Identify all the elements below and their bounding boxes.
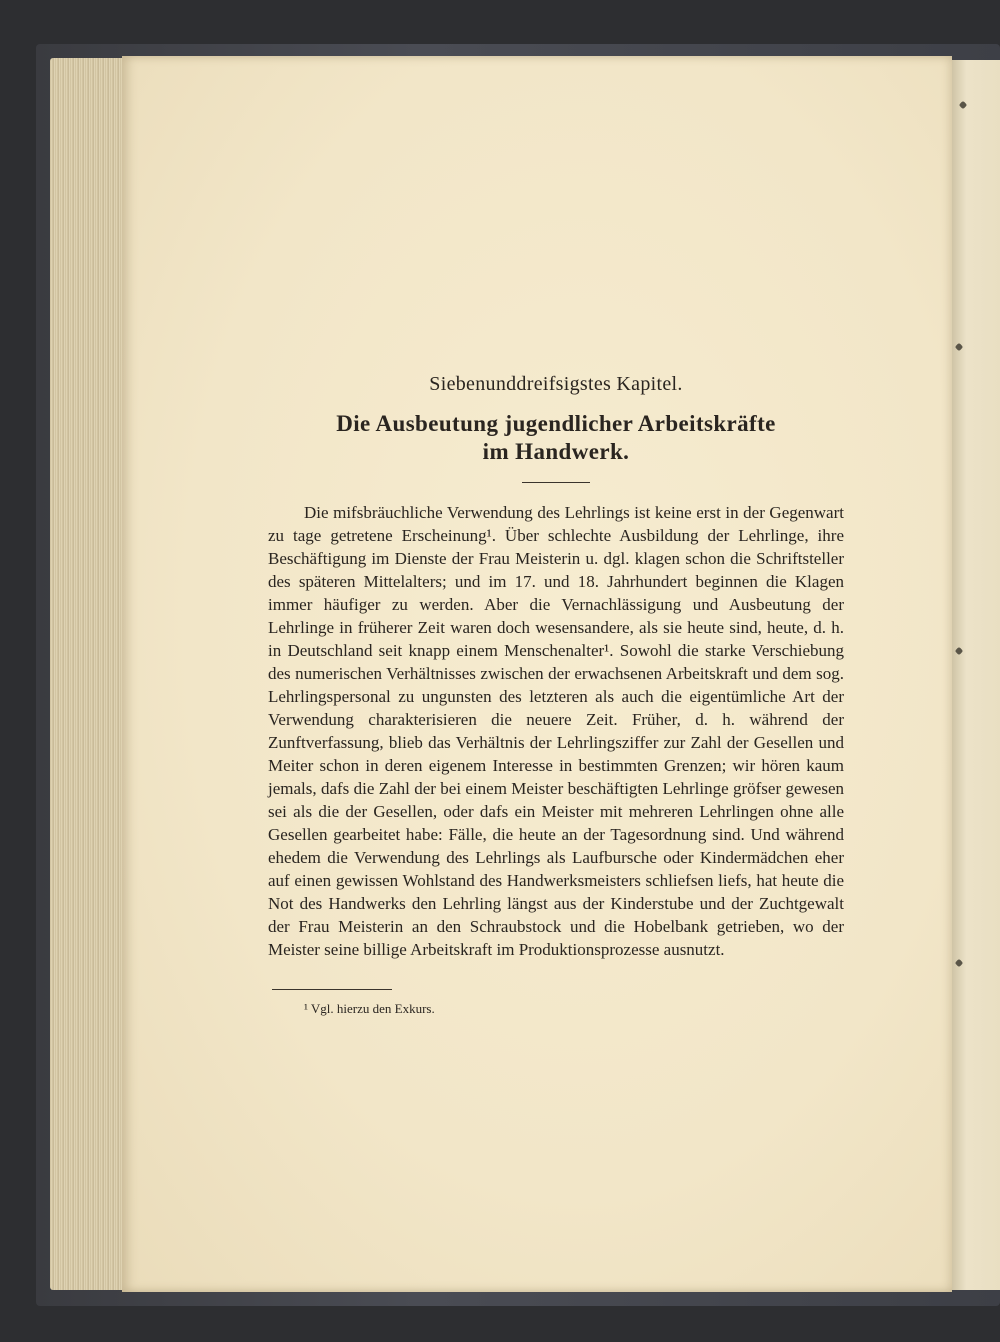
footnote: ¹ Vgl. hierzu den Exkurs. [304,1001,435,1016]
chapter-title-line-2: im Handwerk. [482,439,630,464]
facing-page-edge [952,60,1000,1290]
body-paragraph: Die mifsbräuchliche Verwendung des Lehrlings ist keine erst in der Gegenwart zu tage getretene Erscheinung¹. Über schlechte Ausbildung der Lehrlinge, ihre Beschäftigung im Dienste der Frau Meisterin u. dgl. klagen schon die Schriftsteller des späteren Mittelalters; und im 17. und 18. Jahrhundert beginnen die Klagen immer häufiger zu werden. Aber die Vernachlässigung und Ausbeutung der Lehrlinge in früherer Zeit waren doch wesensandere, als sie heute sind, heute, d. h. in Deutschland seit knapp einem Menschenalter¹. Sowohl die starke Verschiebung des numerischen Verhältnisses zwischen der erwachsenen Arbeitskraft und dem sog. Lehrlingspersonal zu ungunsten des letzteren als auch die eigentümliche Art der Verwendung charakterisieren die neuere Zeit. Früher, d. h. während der Zunftverfassung, blieb das Verhältnis der Lehrlingsziffer zur Zahl der Gesellen und Meiter schon in deren eigenem Interesse in bestimmten Grenzen; wir hören kaum jemals, dafs die Zahl der bei einem Meister beschäftigten Lehrlinge gröfser gewesen sei als die der Gesellen, oder dafs ein Meister mit mehreren Lehrlingen ohne alle Gesellen gearbeitet habe: Fälle, die heute an der Tagesordnung sind. Und während ehedem die Verwendung des Lehrlings als Laufbursche oder Kindermädchen eher auf einen gewissen Wohlstand des Handwerksmeisters schliefsen liefs, hat heute die Not des Handwerks den Lehrling längst aus der Kinderstube und der Zuchtgewalt der Frau Meisterin an den Schraubstock und die Hobelbank getrieben, wo der Meister seine billige Arbeitskraft im Produktionsprozesse ausnutzt. [268,503,844,959]
page-text [268,370,844,1018]
binding-mark [955,959,963,967]
title-divider [522,482,590,483]
footnote-divider [272,989,392,990]
binding-mark [955,343,963,351]
chapter-title [268,410,844,466]
chapter-title-line-1: Die Ausbeutung jugendlicher Arbeitskräfte [336,411,776,436]
page-edges [50,58,130,1290]
binding-mark [959,101,967,109]
chapter-label: Siebenunddreifsigstes Kapitel. [429,373,683,395]
binding-mark [955,647,963,655]
